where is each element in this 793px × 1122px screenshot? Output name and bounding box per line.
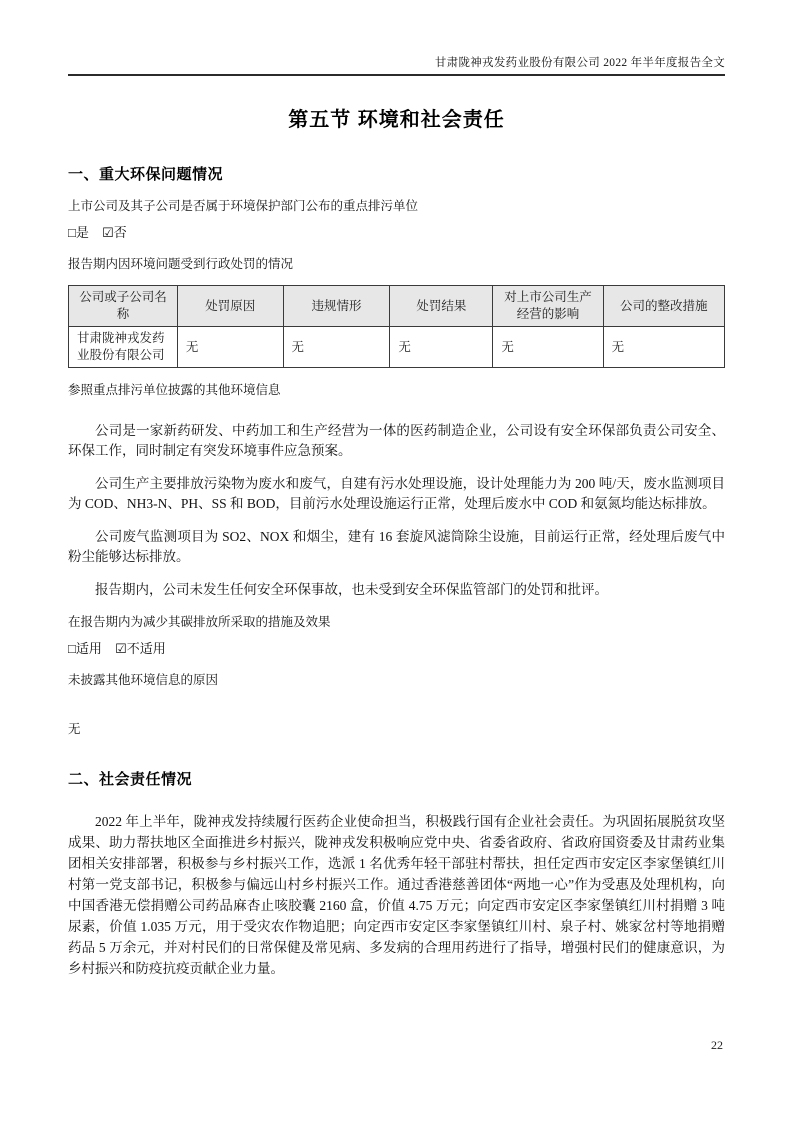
section-heading-environment: 一、重大环保问题情况	[68, 166, 224, 183]
column-header: 处罚原因	[177, 286, 283, 327]
page-number: 22	[711, 1038, 723, 1052]
option-yes-label: 是	[75, 225, 89, 240]
table-cell: 无	[603, 327, 724, 368]
table-cell-company-name: 甘肃陇神戎发药业股份有限公司	[69, 327, 178, 368]
penalty-intro: 报告期内因环境问题受到行政处罚的情况	[68, 257, 294, 271]
option-applicable	[68, 641, 102, 656]
carbon-measures-label: 在报告期内为减少其碳排放所采取的措施及效果	[68, 615, 331, 629]
checkbox-checked-icon: ☑	[102, 225, 114, 240]
section-heading-social: 二、社会责任情况	[68, 771, 193, 788]
checkbox-checked-icon: ☑	[115, 641, 127, 656]
column-header: 公司的整改措施	[603, 286, 724, 327]
table-cell: 无	[177, 327, 283, 368]
option-no-label: 否	[113, 225, 127, 240]
option-applicable-label: 适用	[75, 641, 102, 656]
other-env-info-label: 参照重点排污单位披露的其他环境信息	[68, 383, 281, 397]
table-cell: 无	[283, 327, 390, 368]
report-header-text: 甘肃陇神戎发药业股份有限公司 2022 年半年度报告全文	[434, 57, 725, 69]
column-header: 公司或子公司名称	[69, 286, 178, 327]
option-yes	[68, 225, 89, 240]
report-header	[0, 0, 793, 70]
undisclosed-reason-label: 未披露其他环境信息的原因	[68, 673, 219, 687]
table-header-row	[69, 286, 725, 327]
env-paragraph: 公司是一家新药研发、中药加工和生产经营为一体的医药制造企业，公司设有安全环保部负责公司安全、环保工作，同时制定有突发环境事件应急预案。	[68, 423, 725, 458]
key-polluter-question: 上市公司及其子公司是否属于环境保护部门公布的重点排污单位	[68, 199, 419, 213]
option-not-applicable-label: 不适用	[126, 641, 166, 656]
checkbox-unchecked-icon: □	[68, 641, 76, 656]
env-paragraph: 公司废气监测项目为 SO2、NOX 和烟尘，建有 16 套旋风滤筒除尘设施，目前运行正常，经处理后废气中粉尘能够达标排放。	[68, 529, 725, 564]
carbon-measures-answer	[68, 640, 725, 658]
option-not-applicable	[115, 641, 166, 656]
chapter-title: 第五节 环境和社会责任	[288, 109, 505, 131]
env-paragraph: 公司生产主要排放污染物为废水和废气，自建有污水处理设施，设计处理能力为 200 吨/天，废水监测项目为 COD、NH3-N、PH、SS 和 BOD，目前污水处理设施运行正常，处理后废水中 COD 和氨氮均能达标排放。	[68, 476, 725, 511]
undisclosed-reason-value: 无	[68, 722, 81, 736]
key-polluter-answer	[68, 224, 725, 242]
column-header: 违规情形	[283, 286, 390, 327]
header-divider	[68, 74, 725, 76]
checkbox-unchecked-icon: □	[68, 225, 76, 240]
env-paragraph: 报告期内，公司未发生任何安全环保事故，也未受到安全环保监管部门的处罚和批评。	[95, 582, 608, 597]
column-header: 处罚结果	[390, 286, 493, 327]
table-cell: 无	[493, 327, 603, 368]
column-header: 对上市公司生产经营的影响	[493, 286, 603, 327]
table-row	[69, 327, 725, 368]
penalty-table	[68, 285, 725, 368]
option-no	[102, 225, 127, 240]
table-cell: 无	[390, 327, 493, 368]
social-paragraph: 2022 年上半年，陇神戎发持续履行医药企业使命担当，积极践行国有企业社会责任。为巩固拓展脱贫攻坚成果、助力帮扶地区全面推进乡村振兴，陇神戎发积极响应党中央、省委省政府、省政府国资委及甘肃药业集团相关安排部署，积极参与乡村振兴工作，选派 1 名优秀年轻干部驻村帮扶，担任定西市安定区李家堡镇红川村第一党支部书记，积极参与偏远山村乡村振兴工作。通过香港慈善团体“两地一心”作为受惠及处理机构，向中国香港无偿捐赠公司药品麻杏止咳胶囊 2160 盒，价值 4.75 万元；向定西市安定区李家堡镇红川村捐赠 3 吨尿素，价值 1.035 万元，用于受灾农作物追肥；向定西市安定区李家堡镇红川村、泉子村、姚家岔村等地捐赠药品 5 万余元，并对村民们的日常保健及常见病、多发病的合理用药进行了指导，增强村民们的健康意识，为乡村振兴和防疫抗疫贡献企业力量。	[68, 814, 725, 976]
